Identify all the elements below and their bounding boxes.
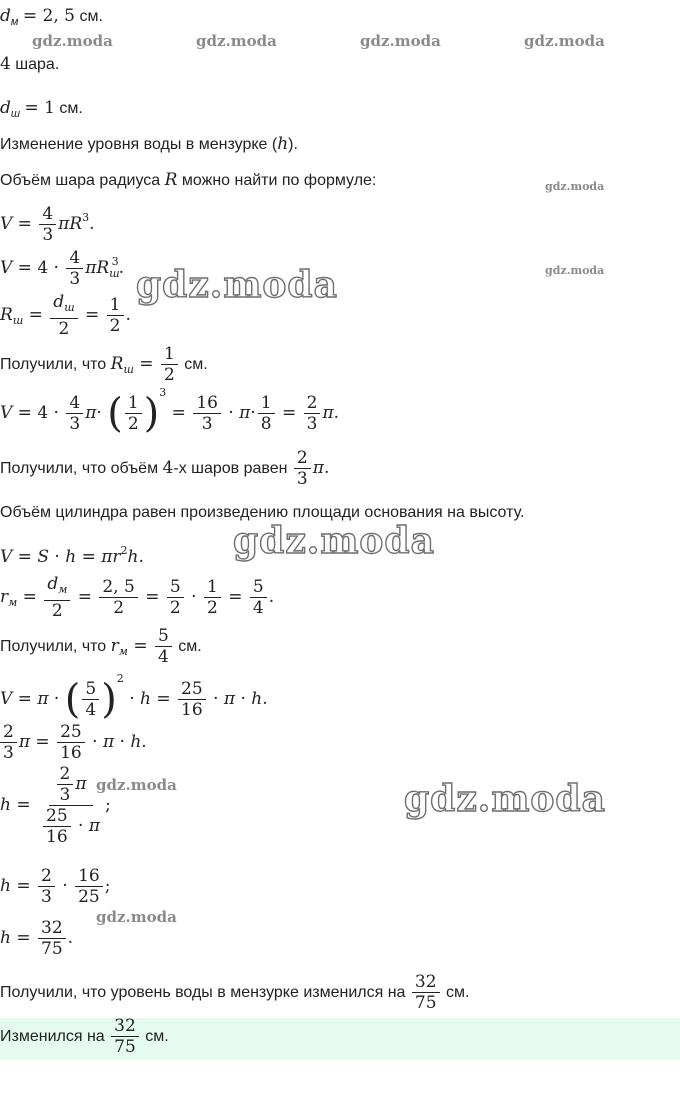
- text-end: можно найти по формуле:: [181, 172, 377, 189]
- answer-unit: см.: [145, 1028, 169, 1045]
- watermark-large: gdz.moda: [404, 778, 606, 820]
- unit: см.: [178, 638, 202, 655]
- line-level-change: [0, 134, 298, 154]
- formula-sphere-volume: V = $\frac{4}{3}$ $\pi R^3$.: [0, 204, 95, 245]
- sub-m: м: [10, 16, 19, 28]
- formula-four-spheres: V = 4 · $\frac{4}{3}$ $\pi R_ш^3$.: [0, 248, 125, 289]
- value: = 1: [24, 98, 55, 118]
- watermark-large: gdz.moda: [136, 264, 338, 306]
- formula-h-fraction: h = $\frac{2}{3}$ π $\frac{25}{16}$ · π ;: [0, 764, 111, 847]
- formula-r-sh: $R_ш$ = $\frac{d_ш}{2}$ = $\frac{1}{2}$ .: [0, 292, 131, 339]
- formula-h-product: h = $\frac{2}{3}$ · $\frac{16}{25}$ ;: [0, 866, 111, 907]
- watermark: gdz.moda: [196, 32, 277, 50]
- line-d-sh: [0, 98, 83, 120]
- number: 4: [162, 458, 174, 478]
- line-answer: Изменился на $\frac{32}{75}$ см.: [0, 1016, 169, 1057]
- text: Получили, что уровень воды в мензурке изменился на: [0, 984, 406, 1001]
- line-four-balls-result: Получили, что объём 4-х шаров равен $\frac{2}{3}$ π.: [0, 448, 330, 489]
- line-cylinder-text: [0, 504, 524, 522]
- answer-text: Изменился на: [0, 1028, 105, 1045]
- formula-cylinder: $V = S \cdot h = \pi r^2h$.: [0, 544, 144, 567]
- line-final-result: Получили, что уровень воды в мензурке изменился на $\frac{32}{75}$ см.: [0, 972, 470, 1013]
- watermark-large: gdz.moda: [233, 520, 435, 562]
- var-h: h: [277, 134, 289, 154]
- var-R: R: [164, 170, 178, 190]
- text-end: -х шаров равен: [173, 460, 288, 477]
- formula-four-balls-calc: V = 4 · $\frac{4}{3}$ π· ( $\frac{1}{2}$ )$^3$ = $\frac{16}{3}$ · π· $\frac{1}{8}$ = $\frac{2}{3}$ π.: [0, 386, 340, 437]
- text: Получили, что: [0, 356, 107, 373]
- text: Изменение уровня воды в мензурке (: [0, 136, 278, 153]
- formula-r-m: $r_м$ = $\frac{d_м}{2}$ = $\frac{2, 5}{2}$ = $\frac{5}{2}$ · $\frac{1}{2}$ = $\frac{5}{4}$ .: [0, 574, 275, 621]
- text: Получили, что: [0, 638, 107, 655]
- watermark: gdz.moda: [524, 32, 605, 50]
- line-sphere-formula-text: [0, 170, 376, 190]
- value: = 2, 5: [22, 6, 75, 26]
- text: Объём цилиндра равен произведению площади основания на высоту.: [0, 504, 525, 521]
- line-balls: [0, 54, 59, 74]
- unit: см.: [446, 984, 470, 1001]
- count: 4: [0, 54, 11, 74]
- line-rm-result: Получили, что $r_м$ = $\frac{5}{4}$ см.: [0, 626, 202, 667]
- formula-equation: $\frac{2}{3}$ π = $\frac{25}{16}$ · π · h.: [0, 722, 147, 763]
- text-end: ).: [288, 136, 298, 153]
- formula-h-result: h = $\frac{32}{75}$ .: [0, 918, 74, 959]
- text: Объём шара радиуса: [0, 172, 161, 189]
- text: Получили, что объём: [0, 460, 159, 477]
- watermark: gdz.moda: [96, 776, 177, 794]
- unit: см.: [59, 100, 83, 117]
- var-d: d: [0, 6, 11, 26]
- line-d-m: [0, 6, 103, 28]
- watermark: gdz.moda: [545, 264, 605, 277]
- var-d: d: [0, 98, 11, 118]
- formula-cylinder-calc: V = π · ( $\frac{5}{4}$ )$^2$ · h = $\frac{25}{16}$ · π · h.: [0, 672, 268, 723]
- watermark: gdz.moda: [96, 908, 177, 926]
- watermark: gdz.moda: [545, 180, 605, 193]
- watermark: gdz.moda: [32, 32, 113, 50]
- sub-sh: ш: [10, 108, 21, 120]
- watermark: gdz.moda: [360, 32, 441, 50]
- line-rsh-result: Получили, что $R_ш$ = $\frac{1}{2}$ см.: [0, 344, 208, 385]
- unit: см.: [79, 8, 103, 25]
- text: шара.: [15, 56, 60, 73]
- unit: см.: [184, 356, 208, 373]
